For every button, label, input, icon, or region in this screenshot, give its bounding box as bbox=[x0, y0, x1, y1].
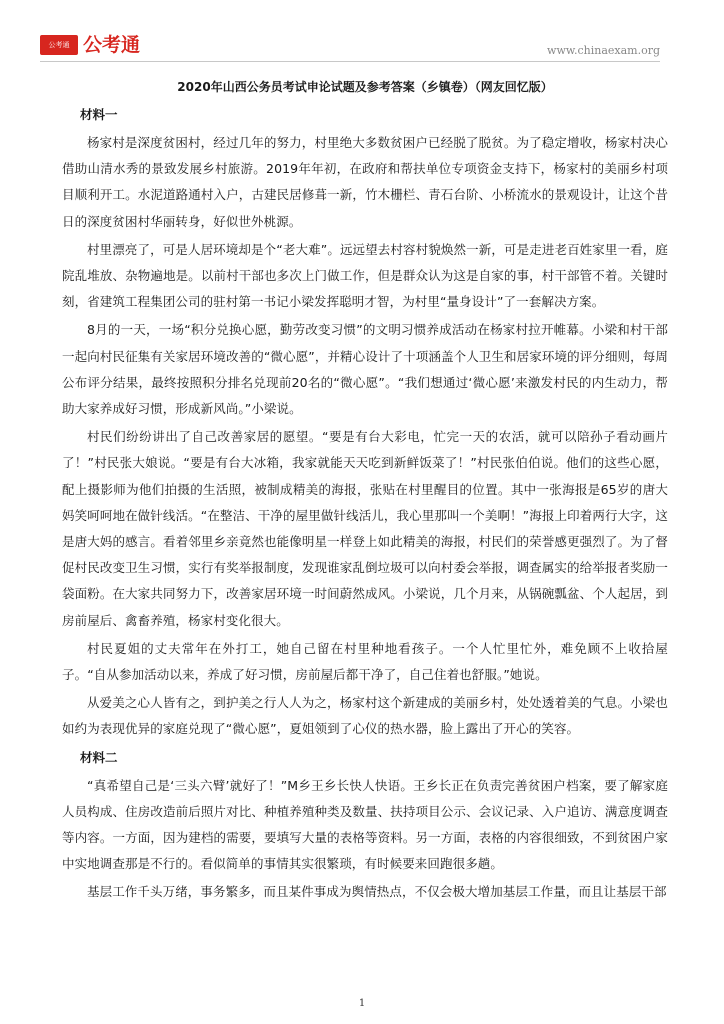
paragraph: 从爱美之心人皆有之，到护美之行人人为之，杨家村这个新建成的美丽乡村，处处透着美的气息。小梁也如约为表现优异的家庭兑现了“微心愿”，夏姐领到了心仪的热水器，脸上露出了开心的笑容。 bbox=[62, 695, 668, 737]
section-heading: 材料一 bbox=[80, 107, 118, 122]
brand-logo[interactable] bbox=[40, 34, 140, 56]
site-url[interactable]: www.chinaexam.org bbox=[547, 44, 660, 57]
document-body bbox=[62, 76, 668, 908]
paragraph: 杨家村是深度贫困村，经过几年的努力，村里绝大多数贫困户已经脱了脱贫。为了稳定增收，杨家村决心借助山清水秀的景致发展乡村旅游。2019年年初，在政府和帮扶单位专项资金支持下，杨家村的美丽乡村项目顺利开工。水泥道路通村入户，古建民居修葺一新，竹木栅栏、青石台阶、小桥流水的景观设计，让这个昔日的深度贫困村华丽转身，好似世外桃源。 bbox=[62, 135, 668, 229]
paragraph: 村民夏姐的丈夫常年在外打工，她自己留在村里种地看孩子。一个人忙里忙外，难免顾不上收拾屋子。“自从参加活动以来，养成了好习惯，房前屋后都干净了，自己住着也舒服。”她说。 bbox=[62, 640, 668, 683]
logo-wordmark: 公考通 bbox=[83, 34, 141, 56]
paragraph: 村里漂亮了，可是人居环境却是个“老大难”。远远望去村容村貌焕然一新，可是走进老百姓家里一看，庭院乱堆放、杂物遍地是。以前村干部也多次上门做工作，但是群众认为这是自家的事，村干部管不着。关键时刻，省建筑工程集团公司的驻村第一书记小梁发挥聪明才智，为村里“量身设计”了一套解决方案。 bbox=[62, 241, 668, 310]
header-divider bbox=[40, 61, 660, 62]
section-heading: 材料二 bbox=[80, 749, 118, 765]
paragraph: 基层工作千头万绪，事务繁多，而且某件事成为舆情热点，不仅会极大增加基层工作量，而且让基层干部 bbox=[87, 884, 667, 900]
paragraph: 8月的一天，一场“积分兑换心愿，勤劳改变习惯”的文明习惯养成活动在杨家村拉开帷幕。小梁和村干部一起向村民征集有关家居环境改善的“微心愿”，并精心设计了十项涵盖个人卫生和居家环境的评分细则，每周公布评分结果，最终按照积分排名兑现前20名的“微心愿”。“我们想通过‘微心愿’来激发村民的内生动力，帮助大家养成好习惯，形成新风尚。”小梁说。 bbox=[62, 322, 668, 417]
section-material-1 bbox=[62, 102, 668, 743]
section-material-2 bbox=[62, 745, 668, 906]
logo-mark-icon: 公考通 bbox=[40, 35, 78, 55]
document-title: 2020年山西公务员考试申论试题及参考答案（乡镇卷）（网友回忆版） bbox=[177, 80, 553, 94]
paragraph: “真希望自己是‘三头六臂’就好了！”M乡王乡长快人快语。王乡长正在负责完善贫困户档案，要了解家庭人员构成、住房改造前后照片对比、种植养殖种类及数量、扶持项目公示、会议记录、入户追访、满意度调查等内容。一方面，因为建档的需要，要填写大量的表格等资料。另一方面，表格的内容很细致，不到贫困户家中实地调查那是不行的。看似简单的事情其实很繁琐，有时候要来回跑很多趟。 bbox=[62, 777, 668, 872]
page-header bbox=[40, 30, 660, 60]
paragraph: 村民们纷纷讲出了自己改善家居的愿望。“要是有台大彩电，忙完一天的农活，就可以陪孙子看动画片了！”村民张大娘说。“要是有台大冰箱，我家就能天天吃到新鲜饭菜了！”村民张伯伯说。他们的这些心愿，配上摄影师为他们拍摄的生活照，被制成精美的海报，张贴在村里醒目的位置。其中一张海报是65岁的唐大妈笑呵呵地在做针线活。“在整洁、干净的屋里做针线活儿，我心里那叫一个美啊！”海报上印着两行大字，这是唐大妈的感言。看着邻里乡亲竟然也能像明星一样登上如此精美的海报，村民们的荣誉感更强烈了。为了督促村民改变卫生习惯，实行有奖举报制度，发现谁家乱倒垃圾可以向村委会举报，调查属实的给举报者奖励一袋面粉。在大家共同努力下，改善家居环境一时间蔚然成风。小梁说，几个月来，从锅碗瓢盆、个人起居，到房前屋后、禽畜养殖，杨家村变化很大。 bbox=[62, 429, 668, 628]
page-number: 1 bbox=[358, 998, 366, 1009]
